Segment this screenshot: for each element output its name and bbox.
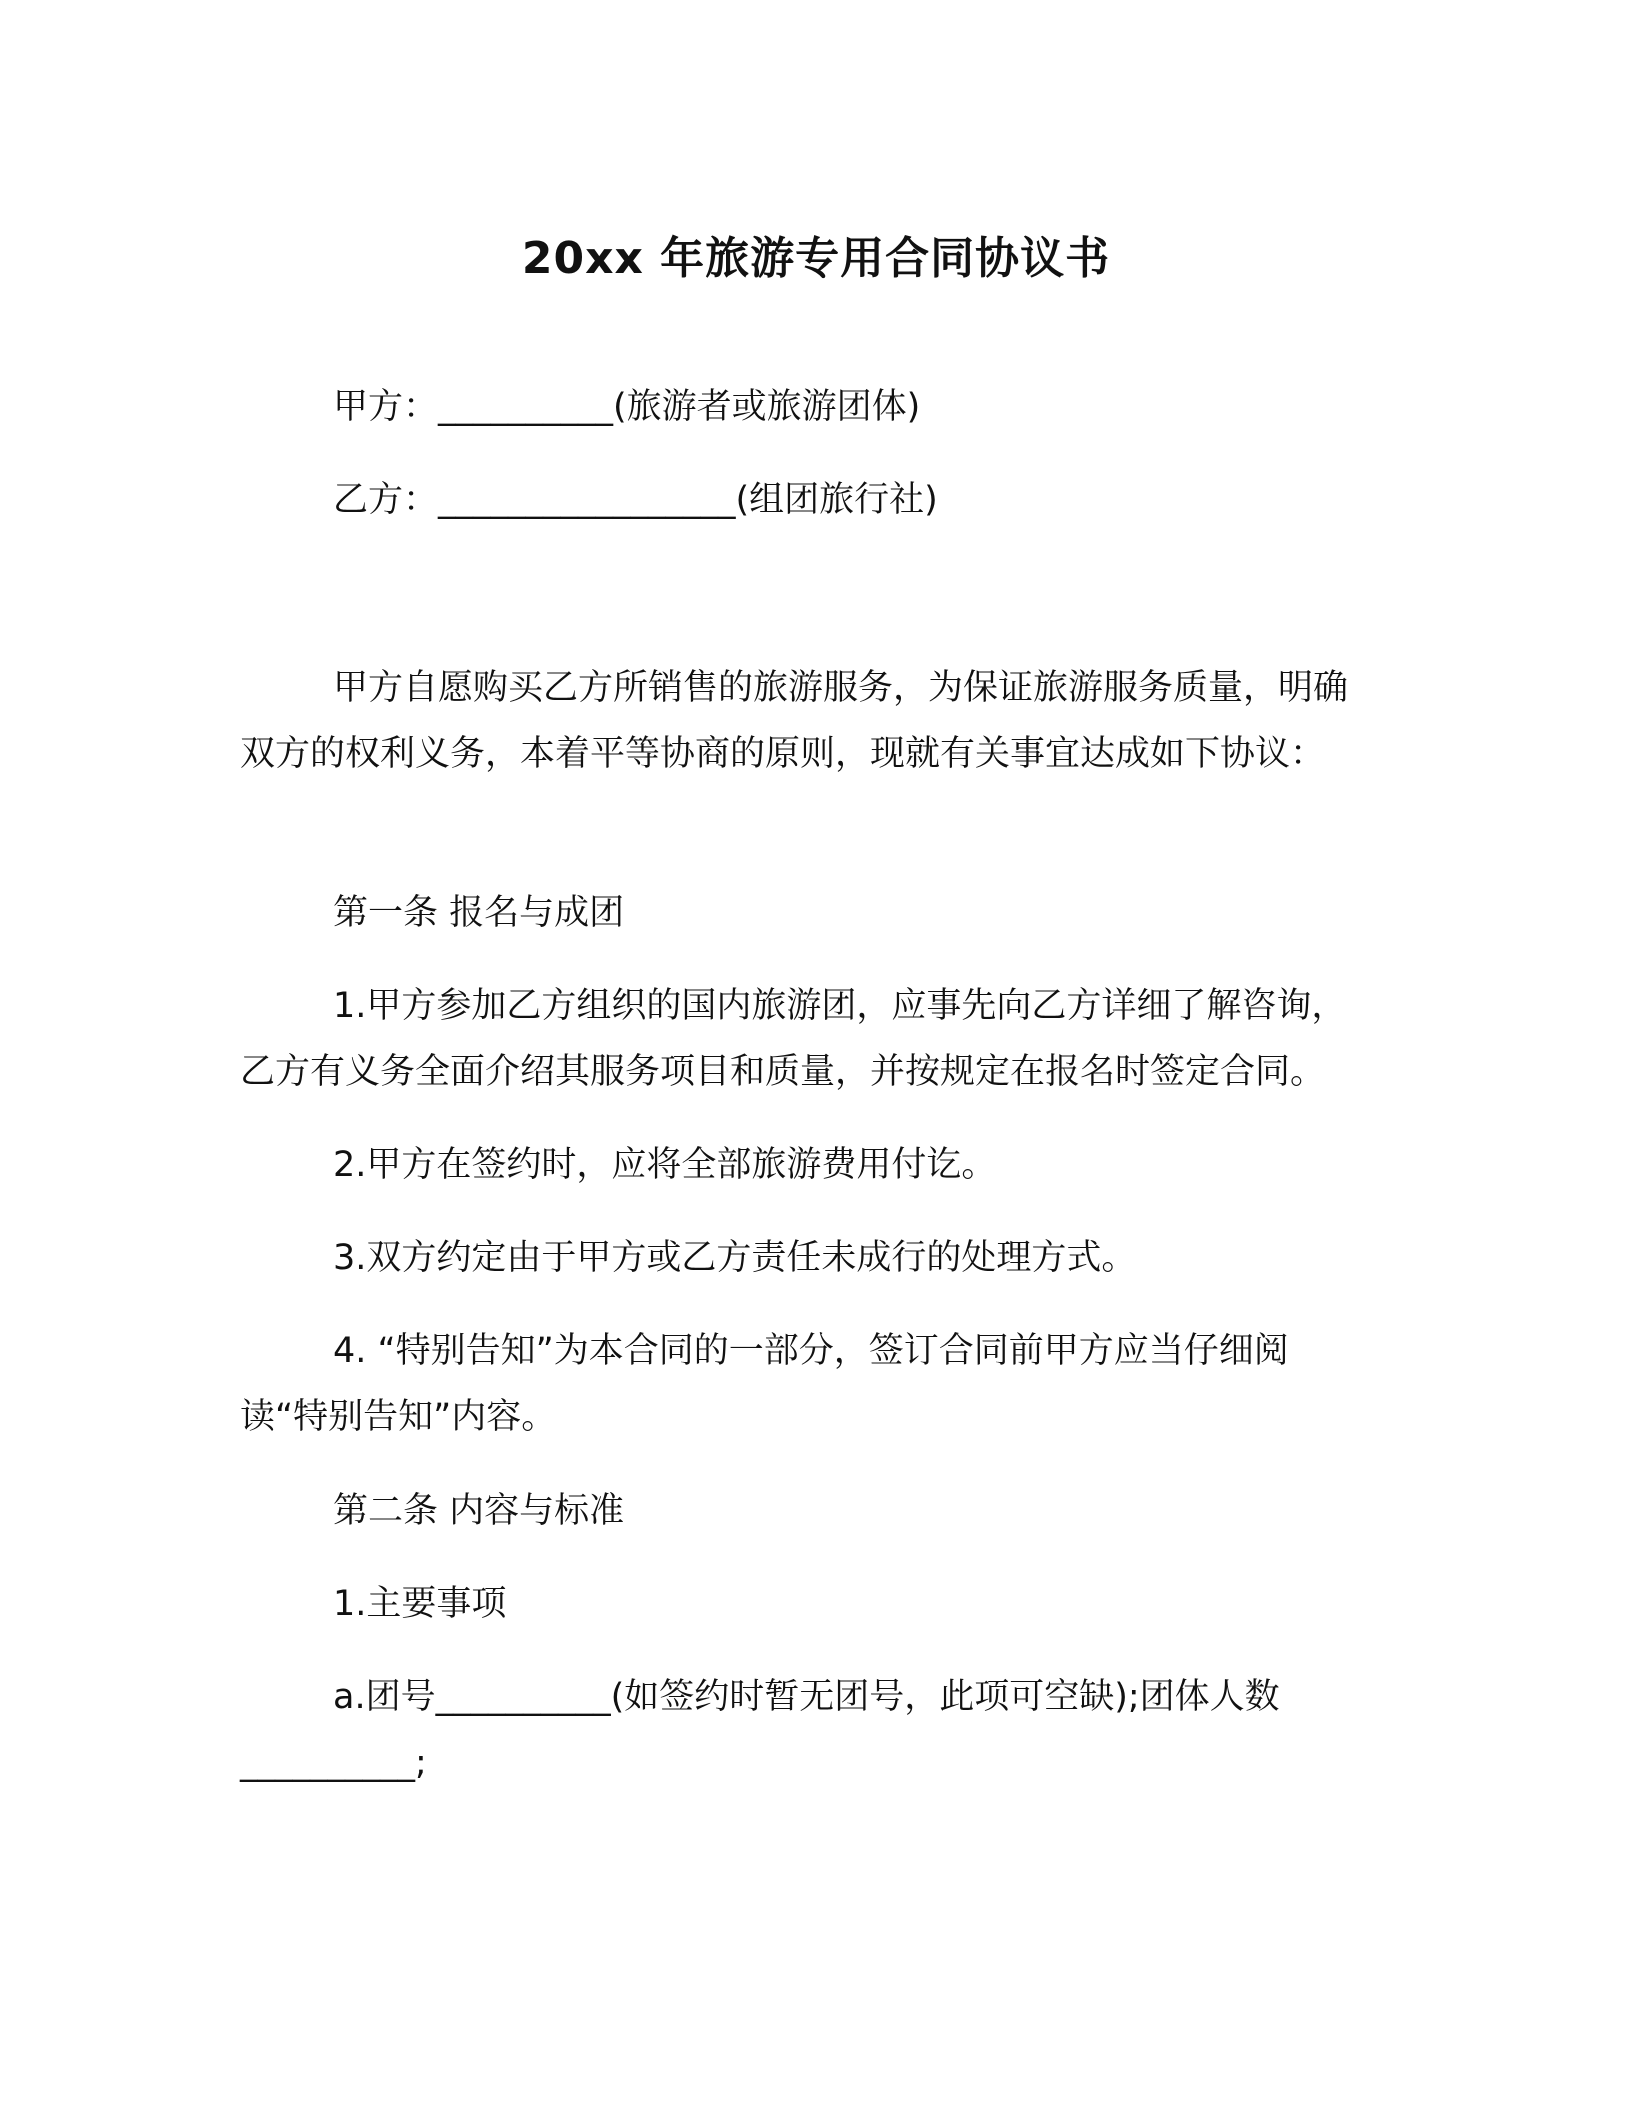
article-1-item-4: 4. “特别告知”为本合同的一部分，签订合同前甲方应当仔细阅读“特别告知”内容。	[240, 1331, 1289, 1437]
article-2-item-a: a.团号__________(如签约时暂无团号，此项可空缺);团体人数__________;	[240, 1677, 1280, 1783]
preamble-paragraph: 甲方自愿购买乙方所销售的旅游服务，为保证旅游服务质量，明确双方的权利义务，本着平等协商的原则，现就有关事宜达成如下协议：	[240, 668, 1349, 774]
article-1-item-3: 3.双方约定由于甲方或乙方责任未成行的处理方式。	[333, 1238, 1137, 1278]
document-title: 20xx 年旅游专用合同协议书	[521, 233, 1111, 284]
article-1-item-1: 1.甲方参加乙方组织的国内旅游团，应事先向乙方详细了解咨询，乙方有义务全面介绍其服务项目和质量，并按规定在报名时签定合同。	[240, 986, 1347, 1092]
article-1-heading: 第一条 报名与成团	[333, 893, 625, 933]
party-b-line: 乙方：_________________(组团旅行社)	[333, 480, 938, 520]
article-1-item-2: 2.甲方在签约时，应将全部旅游费用付讫。	[333, 1145, 997, 1185]
article-2-item-1: 1.主要事项	[333, 1584, 507, 1624]
party-a-line: 甲方：__________(旅游者或旅游团体)	[333, 387, 921, 427]
article-2-heading: 第二条 内容与标准	[333, 1491, 625, 1531]
